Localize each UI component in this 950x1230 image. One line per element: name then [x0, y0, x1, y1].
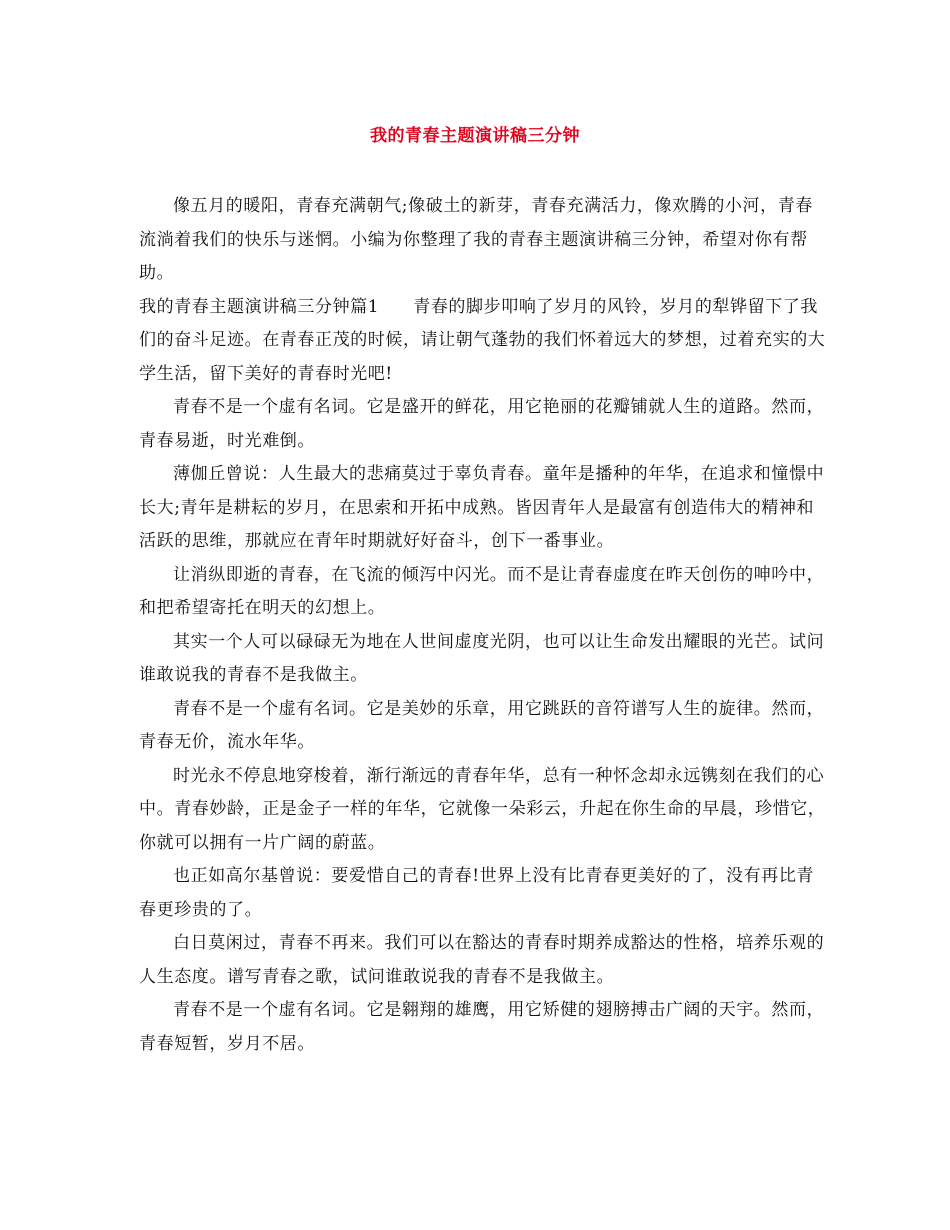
paragraph: 其实一个人可以碌碌无为地在人世间虚度光阴，也可以让生命发出耀眼的光芒。试问谁敢说我的青春不是我做主。 — [139, 631, 825, 685]
section-1-text: 青春的脚步叩响了岁月的风铃，岁月的犁铧留下了我们的奋斗足迹。在青春正茂的时候，请让朝气蓬勃的我们怀着远大的梦想，过着充实的大学生活，留下美好的青春时光吧! — [139, 296, 826, 384]
paragraph: 时光永不停息地穿梭着，渐行渐远的青春年华，总有一种怀念却永远镌刻在我们的心中。青春妙龄，正是金子一样的年华，它就像一朵彩云，升起在你生命的早晨，珍惜它，你就可以拥有一片广阔的蔚蓝。 — [139, 765, 826, 853]
paragraph: 让消纵即逝的青春，在飞流的倾泻中闪光。而不是让青春虚度在昨天创伤的呻吟中，和把希望寄托在明天的幻想上。 — [139, 564, 825, 618]
document-body — [139, 190, 829, 1061]
document-title: 我的青春主题演讲稿三分钟 — [370, 126, 580, 146]
paragraph-intro: 像五月的暖阳，青春充满朝气;像破土的新芽，青春充满活力，像欢腾的小河，青春流淌着我们的快乐与迷惘。小编为你整理了我的青春主题演讲稿三分钟，希望对你有帮助。 — [139, 196, 813, 283]
paragraph-section-1 — [139, 291, 829, 392]
paragraph: 白日莫闲过，青春不再来。我们可以在豁达的青春时期养成豁达的性格，培养乐观的人生态度。谱写青春之歌，试问谁敢说我的青春不是我做主。 — [139, 933, 825, 987]
section-heading: 我的青春主题演讲稿三分钟篇1 — [139, 296, 380, 317]
paragraph: 青春不是一个虚有名词。它是翱翔的雄鹰，用它矫健的翅膀搏击广阔的天宇。然而，青春短暂，岁月不居。 — [139, 1000, 825, 1054]
paragraph: 青春不是一个虚有名词。它是美妙的乐章，用它跳跃的音符谱写人生的旋律。然而，青春无价，流水年华。 — [139, 698, 825, 752]
paragraph: 青春不是一个虚有名词。它是盛开的鲜花，用它艳丽的花瓣铺就人生的道路。然而，青春易逝，时光难倒。 — [139, 397, 825, 451]
paragraph: 也正如高尔基曾说：要爱惜自己的青春!世界上没有比青春更美好的了，没有再比青春更珍贵的了。 — [139, 866, 815, 920]
paragraph: 薄伽丘曾说：人生最大的悲痛莫过于辜负青春。童年是播种的年华，在追求和憧憬中长大;青年是耕耘的岁月，在思索和开拓中成熟。皆因青年人是最富有创造伟大的精神和活跃的思维，那就应在青年时期就好好奋斗，创下一番事业。 — [139, 464, 825, 551]
